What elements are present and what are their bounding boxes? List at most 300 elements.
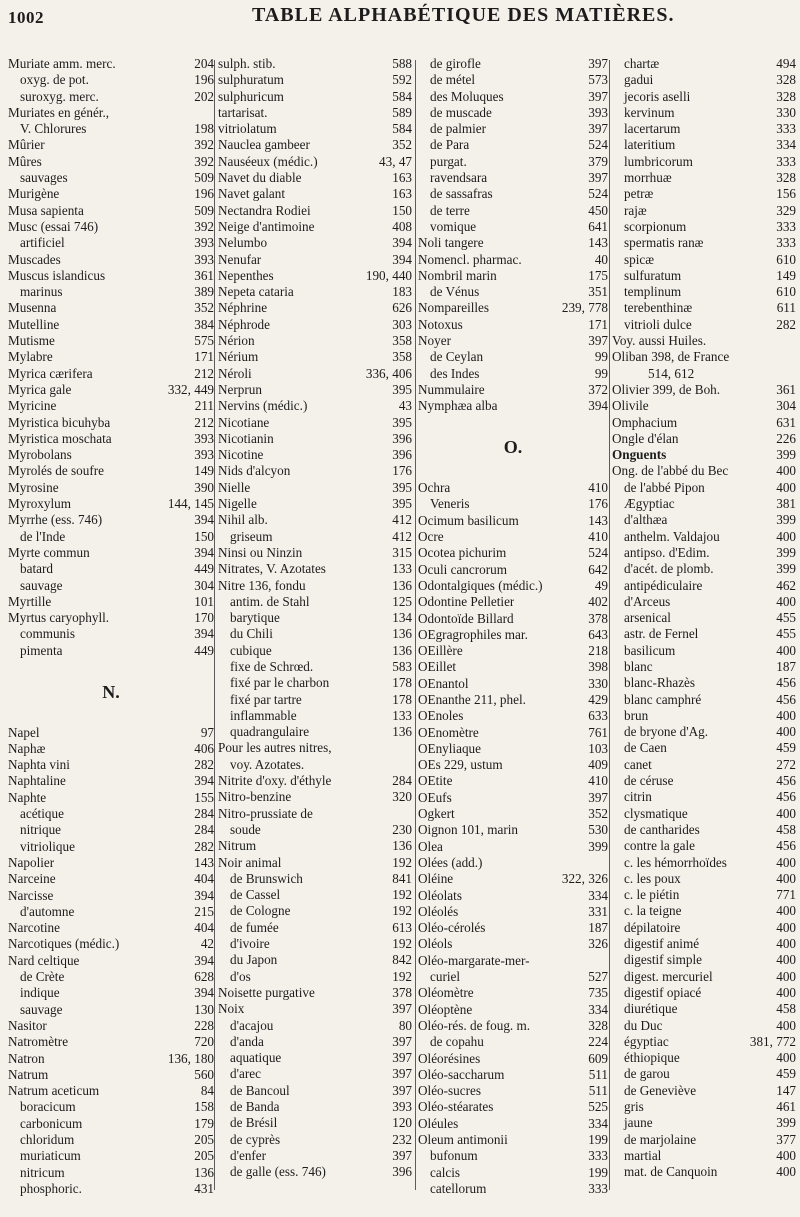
entry-term: boracicum — [20, 1099, 76, 1115]
index-entry — [8, 806, 214, 822]
entry-term: de l'abbé Pipon — [624, 479, 705, 495]
entry-term: de garou — [624, 1066, 670, 1082]
index-entry — [8, 1018, 214, 1034]
entry-page-ref: 170 — [194, 610, 214, 626]
index-entry — [218, 1148, 412, 1164]
index-entry — [418, 317, 608, 333]
index-entry — [8, 936, 214, 952]
index-entry — [218, 415, 412, 431]
entry-page-ref: 397 — [588, 789, 608, 805]
index-entry — [8, 203, 214, 219]
entry-term: de fumée — [230, 919, 279, 935]
index-entry — [8, 431, 214, 447]
entry-term: de Brésil — [230, 1115, 278, 1131]
entry-term: Nitre 136, fondu — [218, 577, 306, 593]
index-entry — [418, 888, 608, 904]
index-entry — [8, 300, 214, 316]
index-entry — [612, 284, 796, 300]
index-entry — [218, 1099, 412, 1115]
index-entry — [418, 1018, 608, 1034]
index-entry — [418, 545, 608, 561]
entry-term: Mylabre — [8, 349, 53, 365]
entry-page-ref: 409 — [588, 757, 608, 773]
section-letter-heading — [8, 675, 214, 708]
entry-page-ref: 328 — [776, 72, 796, 88]
entry-term: calcis — [430, 1164, 461, 1180]
index-entry — [218, 300, 412, 316]
entry-page-ref: 49 — [594, 577, 608, 593]
entry-page-ref: 136, 180 — [167, 1050, 214, 1066]
index-entry — [612, 252, 796, 268]
entry-page-ref: 397 — [392, 1066, 412, 1082]
entry-term: Myristica moschata — [8, 430, 112, 446]
entry-page-ref: 397 — [392, 1147, 412, 1163]
entry-term: digestif simple — [624, 952, 703, 968]
index-entry — [612, 1148, 796, 1164]
entry-page-ref: 187 — [776, 658, 796, 674]
entry-term: Oléomètre — [418, 985, 474, 1001]
entry-term: gris — [624, 1099, 644, 1114]
entry-page-ref: 397 — [588, 121, 608, 137]
index-entry — [612, 529, 796, 545]
entry-page-ref: 400 — [776, 1050, 796, 1066]
index-entry — [218, 740, 412, 756]
entry-page-ref: 143 — [194, 854, 214, 870]
entry-term: Olées (add.) — [418, 854, 483, 870]
entry-term: Oignon 101, marin — [418, 822, 518, 838]
entry-term: brun — [624, 707, 649, 723]
entry-term: Nicotiane — [218, 414, 270, 430]
entry-page-ref: 395 — [392, 414, 412, 430]
entry-page-ref: 43, 47 — [379, 153, 412, 169]
entry-page-ref: 202 — [194, 88, 214, 104]
entry-page-ref: 150 — [194, 528, 214, 544]
index-entry — [8, 496, 214, 512]
entry-term: anthelm. Valdajou — [624, 528, 720, 544]
entry-term: de copahu — [430, 1034, 484, 1050]
entry-term: Myrica gale — [8, 381, 72, 397]
index-entry — [612, 170, 796, 186]
entry-term: Nombril marin — [418, 267, 497, 283]
entry-term: Nitrates, V. Azotates — [218, 561, 326, 577]
entry-term: arsenical — [624, 610, 671, 626]
entry-page-ref: 149 — [776, 267, 796, 283]
entry-page-ref: 282 — [776, 316, 796, 332]
entry-page-ref: 158 — [194, 1099, 214, 1115]
entry-term: martial — [624, 1147, 662, 1163]
entry-term: Ochra — [418, 480, 451, 496]
entry-term: Naphta vini — [8, 757, 70, 773]
entry-page-ref: 144, 145 — [167, 496, 214, 512]
entry-term: OEnomètre — [418, 724, 479, 740]
index-column-1 — [8, 56, 214, 1197]
entry-page-ref: 329 — [776, 202, 796, 218]
index-entry — [218, 789, 412, 805]
entry-page-ref: 328 — [776, 88, 796, 104]
blank-line — [8, 659, 214, 675]
entry-page-ref: 239, 778 — [561, 300, 608, 316]
index-entry — [418, 1148, 608, 1164]
entry-page-ref: 226 — [776, 430, 796, 446]
entry-page-ref: 176 — [588, 496, 608, 512]
entry-page-ref: 304 — [776, 398, 796, 414]
entry-page-ref: 183 — [392, 284, 412, 300]
index-entry — [418, 170, 608, 186]
entry-page-ref: 332, 449 — [167, 381, 214, 397]
entry-term: OEufs — [418, 789, 452, 805]
entry-page-ref: 334 — [588, 1115, 608, 1131]
index-entry — [218, 496, 412, 512]
index-entry — [612, 1050, 796, 1066]
index-entry — [418, 936, 608, 952]
entry-page-ref: 592 — [392, 72, 412, 88]
entry-term: d'Arceus — [624, 593, 671, 609]
index-entry — [8, 480, 214, 496]
entry-term: de métel — [430, 72, 476, 88]
entry-page-ref: 494 — [776, 56, 796, 71]
entry-page-ref: 400 — [776, 642, 796, 658]
entry-page-ref: 397 — [392, 1033, 412, 1049]
index-entry — [418, 953, 608, 969]
index-entry — [612, 496, 796, 512]
index-entry — [612, 463, 796, 479]
entry-term: Néroli — [218, 365, 252, 381]
entry-term: Nicotianin — [218, 430, 274, 446]
entry-term: tartarisat. — [218, 104, 268, 120]
entry-term: Noisette purgative — [218, 984, 315, 1000]
index-entry — [418, 513, 608, 529]
entry-page-ref: 333 — [776, 153, 796, 169]
index-entry — [8, 398, 214, 414]
entry-page-ref: 456 — [776, 691, 796, 707]
index-entry — [418, 1181, 608, 1197]
entry-page-ref: 589 — [392, 104, 412, 120]
entry-page-ref: 842 — [392, 952, 412, 968]
index-entry — [612, 789, 796, 805]
index-entry — [612, 545, 796, 561]
entry-term: de Banda — [230, 1099, 280, 1114]
entry-page-ref: 320 — [392, 789, 412, 805]
entry-page-ref: 524 — [588, 186, 608, 202]
index-entry — [8, 268, 214, 284]
index-entry — [8, 839, 214, 855]
index-entry — [418, 72, 608, 88]
index-entry — [218, 398, 412, 414]
index-entry — [612, 985, 796, 1001]
entry-term: du Chili — [230, 626, 273, 642]
entry-term: Nielle — [218, 479, 251, 495]
index-entry — [218, 545, 412, 561]
entry-page-ref: 398 — [588, 659, 608, 675]
entry-term: de Bancoul — [230, 1082, 290, 1098]
entry-term: Noli tangere — [418, 235, 484, 251]
index-entry — [612, 333, 796, 349]
entry-term: Nervins (médic.) — [218, 398, 308, 414]
entry-term: Oléules — [418, 1115, 459, 1131]
index-entry — [8, 154, 214, 170]
entry-term: du Duc — [624, 1017, 663, 1033]
index-entry — [612, 300, 796, 316]
entry-page-ref: 530 — [588, 822, 608, 838]
entry-page-ref: 379 — [588, 153, 608, 169]
entry-page-ref: 43 — [398, 398, 412, 414]
entry-term: Muscades — [8, 251, 61, 267]
entry-page-ref: 394 — [194, 626, 214, 642]
index-entry — [8, 186, 214, 202]
entry-term: Omphacium — [612, 414, 678, 430]
entry-term: d'ivoire — [230, 936, 270, 952]
entry-term: Notoxus — [418, 316, 463, 332]
entry-page-ref: 192 — [392, 854, 412, 870]
index-entry — [612, 920, 796, 936]
index-entry — [612, 708, 796, 724]
entry-term: OEs 229, ustum — [418, 757, 503, 773]
index-entry — [612, 512, 796, 528]
entry-page-ref: 136 — [392, 838, 412, 854]
index-entry — [8, 415, 214, 431]
entry-term: lacertarum — [624, 121, 681, 137]
entry-page-ref: 400 — [776, 463, 796, 479]
index-entry — [612, 887, 796, 903]
index-entry — [612, 317, 796, 333]
index-entry — [8, 545, 214, 561]
entry-term: blanc — [624, 658, 653, 674]
index-entry — [418, 806, 608, 822]
entry-page-ref: 394 — [194, 952, 214, 968]
index-entry — [612, 692, 796, 708]
index-entry — [8, 790, 214, 806]
entry-page-ref: 192 — [392, 903, 412, 919]
blank-line — [8, 708, 214, 724]
entry-term: de sassafras — [430, 186, 493, 202]
entry-page-ref: 149 — [194, 463, 214, 479]
index-entry — [418, 757, 608, 773]
entry-term: Myrolés de soufre — [8, 463, 104, 479]
entry-page-ref: 361 — [194, 267, 214, 283]
entry-term: Oléo-cérolés — [418, 920, 486, 936]
index-entry — [612, 1164, 796, 1180]
entry-term: templinum — [624, 284, 682, 300]
index-entry — [418, 725, 608, 741]
index-entry — [8, 985, 214, 1001]
index-entry — [418, 1067, 608, 1083]
entry-term: Oléoptène — [418, 1001, 473, 1017]
index-entry — [8, 920, 214, 936]
entry-term: Ogkert — [418, 806, 455, 822]
entry-page-ref: 282 — [194, 838, 214, 854]
index-entry — [218, 219, 412, 235]
index-entry — [8, 56, 214, 72]
index-entry — [8, 349, 214, 365]
index-entry — [218, 431, 412, 447]
index-entry — [612, 235, 796, 251]
entry-term: Myrobolans — [8, 447, 72, 463]
entry-term: Myrrhe (ess. 746) — [8, 512, 103, 528]
entry-page-ref: 178 — [392, 691, 412, 707]
index-entry — [612, 838, 796, 854]
entry-term: gadui — [624, 72, 654, 88]
entry-page-ref: 400 — [776, 805, 796, 821]
entry-term: Nepenthes — [218, 267, 274, 283]
index-entry — [218, 284, 412, 300]
entry-term: scorpionum — [624, 218, 687, 234]
entry-page-ref: 199 — [588, 1132, 608, 1147]
entry-page-ref: 175 — [588, 267, 608, 283]
index-entry — [612, 56, 796, 72]
entry-term: Nummulaire — [418, 381, 485, 397]
entry-page-ref: 458 — [776, 1001, 796, 1017]
entry-page-ref: 400 — [776, 870, 796, 886]
entry-term: voy. Azotates. — [230, 756, 305, 772]
entry-term: antipso. d'Edim. — [624, 544, 710, 560]
entry-page-ref: 610 — [776, 284, 796, 300]
index-entry — [418, 349, 608, 365]
entry-term: indique — [20, 985, 60, 1001]
entry-term: Oléine — [418, 871, 454, 887]
entry-term: chloridum — [20, 1132, 75, 1147]
index-entry — [418, 480, 608, 496]
entry-term: soude — [230, 821, 261, 837]
index-entry — [612, 121, 796, 137]
entry-page-ref: 372 — [588, 381, 608, 397]
entry-page-ref: 192 — [392, 936, 412, 952]
entry-page-ref: 304 — [194, 577, 214, 593]
index-entry — [612, 415, 796, 431]
entry-page-ref: 187 — [588, 920, 608, 936]
index-entry — [218, 822, 412, 838]
entry-page-ref: 358 — [392, 333, 412, 349]
index-entry — [8, 529, 214, 545]
entry-page-ref: 399 — [776, 512, 796, 528]
entry-term: Natrum aceticum — [8, 1083, 100, 1099]
entry-page-ref: 410 — [588, 773, 608, 789]
entry-page-ref: 331 — [588, 903, 608, 919]
index-entry — [418, 154, 608, 170]
entry-term: d'anda — [230, 1033, 264, 1049]
index-entry — [218, 72, 412, 88]
entry-page-ref: 399 — [776, 447, 796, 463]
entry-term: bufonum — [430, 1148, 478, 1164]
index-entry — [8, 725, 214, 741]
index-entry — [218, 1066, 412, 1082]
entry-page-ref: 198 — [194, 121, 214, 137]
entry-page-ref: 101 — [194, 593, 214, 609]
index-entry — [218, 366, 412, 382]
index-entry — [218, 268, 412, 284]
entry-page-ref: 459 — [776, 740, 796, 756]
index-entry — [612, 871, 796, 887]
index-entry — [218, 692, 412, 708]
entry-term: Nauséeux (médic.) — [218, 153, 318, 169]
entry-page-ref: 400 — [776, 593, 796, 609]
index-entry — [418, 643, 608, 659]
entry-page-ref: 560 — [194, 1066, 214, 1082]
index-entry — [8, 1148, 214, 1164]
entry-page-ref: 133 — [392, 561, 412, 577]
index-entry — [218, 903, 412, 919]
index-entry — [418, 1002, 608, 1018]
entry-term: lateritium — [624, 137, 676, 153]
entry-page-ref: 394 — [194, 773, 214, 789]
entry-term: Nigelle — [218, 496, 257, 512]
entry-page-ref: 399 — [776, 561, 796, 577]
entry-page-ref: 205 — [194, 1148, 214, 1164]
entry-term: Noix — [218, 1001, 245, 1017]
entry-page-ref: 328 — [776, 170, 796, 186]
entry-term: de Vénus — [430, 284, 480, 300]
entry-term: sulfuratum — [624, 267, 682, 283]
entry-term: Naphæ — [8, 740, 46, 756]
entry-term: Nitrum — [218, 838, 257, 854]
entry-term: de Ceylan — [430, 349, 484, 365]
entry-page-ref: 394 — [194, 887, 214, 903]
index-entry — [418, 611, 608, 627]
entry-page-ref: 400 — [776, 724, 796, 740]
index-entry — [8, 1116, 214, 1132]
index-entry — [218, 920, 412, 936]
entry-page-ref: 626 — [392, 300, 412, 316]
entry-term: Musenna — [8, 300, 57, 316]
entry-page-ref: 284 — [194, 822, 214, 838]
index-entry — [8, 888, 214, 904]
index-entry — [418, 1083, 608, 1099]
entry-term: de Geneviève — [624, 1082, 697, 1098]
index-entry — [418, 398, 608, 414]
index-entry — [218, 1018, 412, 1034]
index-entry — [612, 675, 796, 691]
entry-page-ref: 449 — [194, 561, 214, 577]
section-letter: N. — [102, 683, 120, 700]
entry-page-ref: 156 — [776, 186, 796, 202]
entry-term: Oléo-rés. de foug. m. — [418, 1017, 531, 1033]
entry-page-ref: 456 — [776, 838, 796, 854]
entry-page-ref: 361 — [776, 381, 796, 397]
entry-page-ref: 400 — [776, 936, 796, 952]
entry-page-ref: 352 — [194, 300, 214, 316]
index-entry — [218, 561, 412, 577]
index-columns — [0, 56, 800, 1206]
index-entry — [418, 219, 608, 235]
entry-page-ref: 176 — [392, 463, 412, 479]
index-entry — [218, 855, 412, 871]
entry-page-ref: 155 — [194, 789, 214, 805]
index-entry — [8, 1034, 214, 1050]
index-entry — [218, 1001, 412, 1017]
entry-term: spicæ — [624, 251, 655, 267]
entry-term: c. les hémorrhoïdes — [624, 854, 727, 870]
entry-page-ref: 224 — [588, 1034, 608, 1050]
entry-term: Oléo-margarate-mer- — [418, 952, 530, 968]
entry-page-ref: 136 — [392, 642, 412, 658]
entry-page-ref: 136 — [392, 577, 412, 593]
entry-page-ref: 583 — [392, 658, 412, 674]
entry-term: digest. mercuriel — [624, 968, 713, 984]
entry-page-ref: 133 — [392, 707, 412, 723]
index-entry — [418, 969, 608, 985]
index-entry — [218, 235, 412, 251]
entry-page-ref: 397 — [392, 1082, 412, 1098]
entry-page-ref: 228 — [194, 1017, 214, 1033]
entry-page-ref: 450 — [588, 202, 608, 218]
entry-term: Ocotea pichurim — [418, 545, 507, 561]
entry-page-ref: 232 — [392, 1131, 412, 1147]
index-entry — [418, 562, 608, 578]
entry-page-ref: 400 — [776, 479, 796, 495]
entry-term: Oléo-stéarates — [418, 1099, 494, 1115]
entry-page-ref: 400 — [776, 854, 796, 870]
entry-term: ravendsara — [430, 170, 488, 186]
entry-term: Muscus islandicus — [8, 267, 106, 283]
